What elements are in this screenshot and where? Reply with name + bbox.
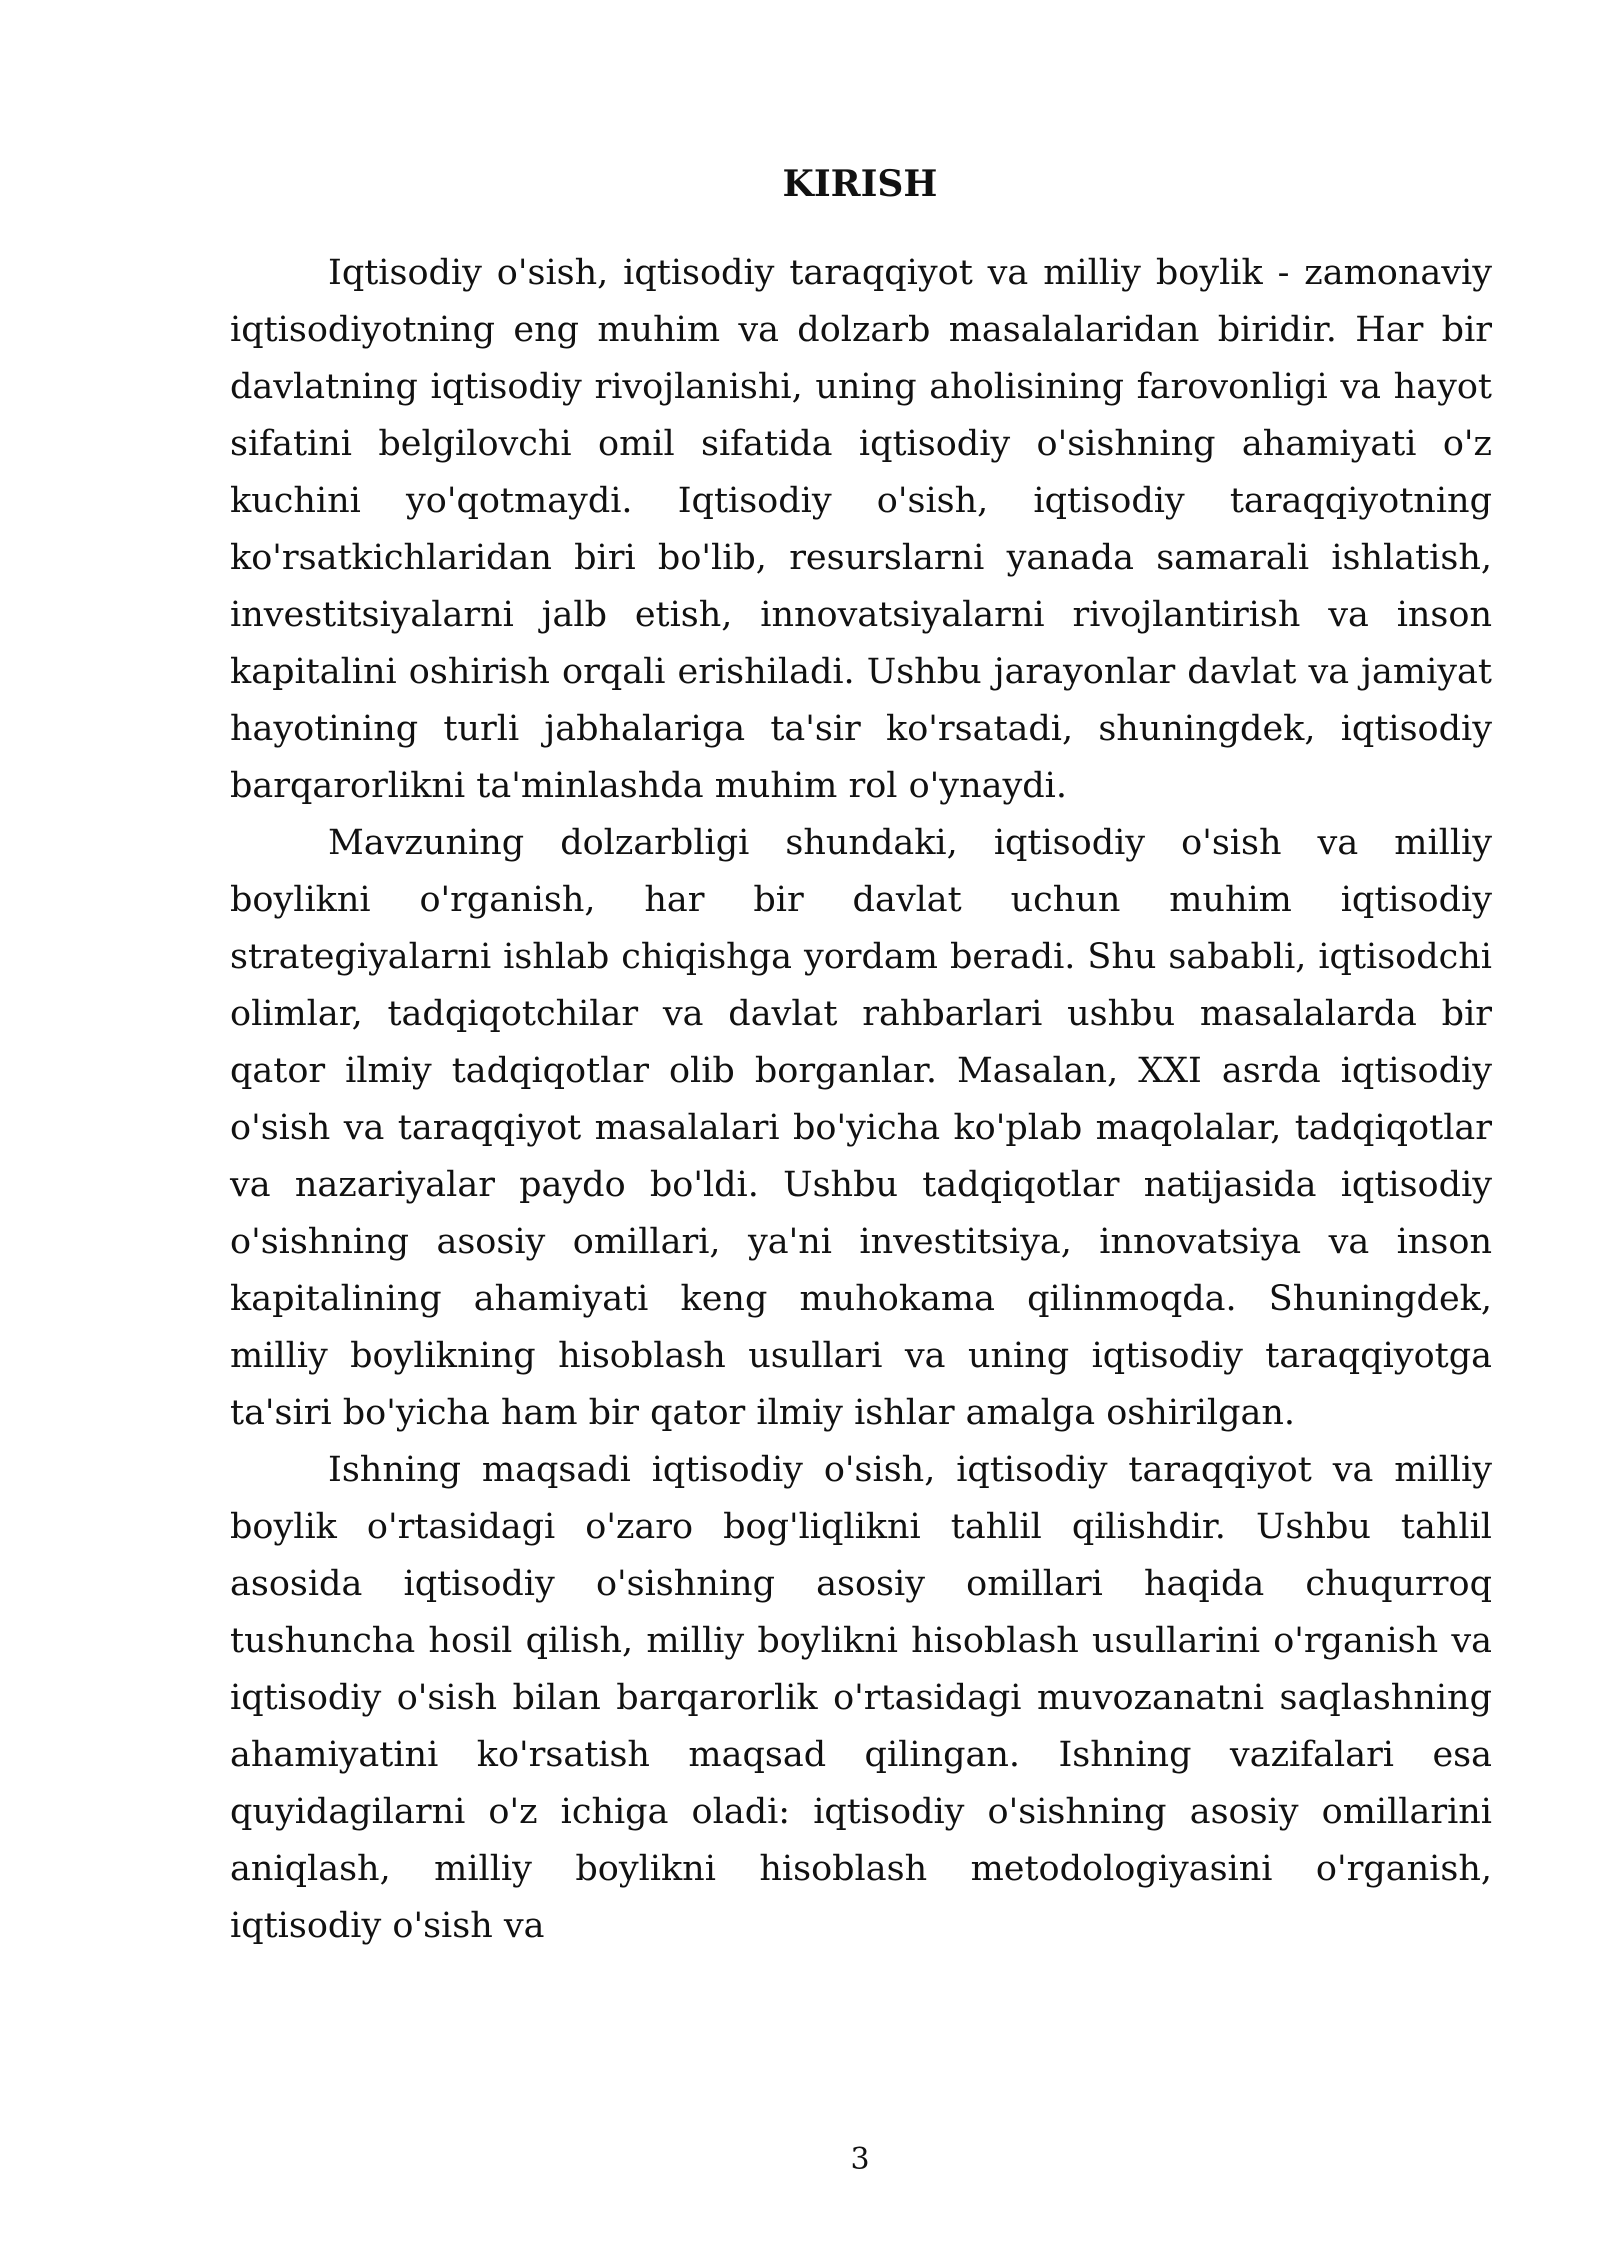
paragraph-2: Mavzuning dolzarbligi shundaki, iqtisodiy o'sish va milliy boylikni o'rganish, har bir davlat uchun muhim iqtisodiy strategiyalarni ishlab chiqishga yordam beradi. Shu sababli, iqtisodchi olimlar, tadqiqotchilar va davlat rahbarlari ushbu masalalarda bir qator ilmiy tadqiqotlar olib borganlar. Masalan, XXI asrda iqtisodiy o'sish va taraqqiyot masalalari bo'yicha ko'plab maqolalar, tadqiqotlar va nazariyalar paydo bo'ldi. Ushbu tadqiqotlar natijasida iqtisodiy o'sishning asosiy omillari, ya'ni investitsiya, innovatsiya va inson kapitalining ahamiyati keng muhokama qilinmoqda. Shuningdek, milliy boylikning hisoblash usullari va uning iqtisodiy taraqqiyotga ta'siri bo'yicha ham bir qator ilmiy ishlar amalga oshirilgan. xyxy=(230,823,1492,1433)
section-title: KIRISH xyxy=(782,163,938,205)
paragraph-3: Ishning maqsadi iqtisodiy o'sish, iqtisodiy taraqqiyot va milliy boylik o'rtasidagi o'zaro bog'liqlikni tahlil qilishdir. Ushbu tahlil asosida iqtisodiy o'sishning asosiy omillari haqida chuqurroq tushuncha hosil qilish, milliy boylikni hisoblash usullarini o'rganish va iqtisodiy o'sish bilan barqarorlik o'rtasidagi muvozanatni saqlashning ahamiyatini ko'rsatish maqsad qilingan. Ishning vazifalari esa quyidagilarni o'z ichiga oladi: iqtisodiy o'sishning asosiy omillarini aniqlash, milliy boylikni hisoblash metodologiyasini o'rganish, iqtisodiy o'sish va xyxy=(230,1450,1492,1946)
paragraph-1: Iqtisodiy o'sish, iqtisodiy taraqqiyot va milliy boylik - zamonaviy iqtisodiyotning eng muhim va dolzarb masalalaridan biridir. Har bir davlatning iqtisodiy rivojlanishi, uning aholisining farovonligi va hayot sifatini belgilovchi omil sifatida iqtisodiy o'sishning ahamiyati o'z kuchini yo'qotmaydi. Iqtisodiy o'sish, iqtisodiy taraqqiyotning ko'rsatkichlaridan biri bo'lib, resurslarni yanada samarali ishlatish, investitsiyalarni jalb etish, innovatsiyalarni rivojlantirish va inson kapitalini oshirish orqali erishiladi. Ushbu jarayonlar davlat va jamiyat hayotining turli jabhalariga ta'sir ko'rsatadi, shuningdek, iqtisodiy barqarorlikni ta'minlashda muhim rol o'ynaydi. xyxy=(230,253,1492,806)
page-number: 3 xyxy=(850,2142,870,2177)
body-text xyxy=(230,245,1492,1955)
